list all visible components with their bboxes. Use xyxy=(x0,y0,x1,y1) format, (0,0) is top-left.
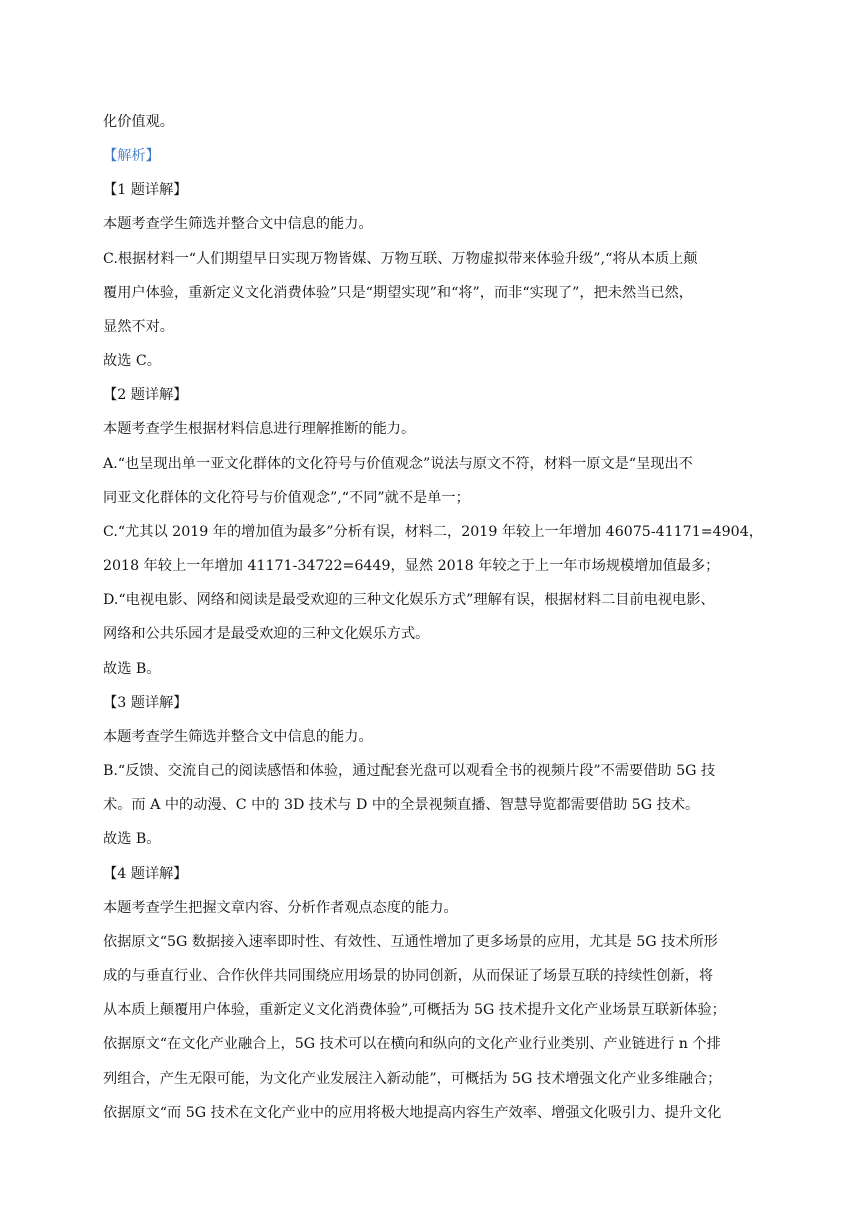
q4-body-line-2: 成的与垂直行业、合作伙伴共同围绕应用场景的协同创新，从而保证了场景互联的持续性创新，将 xyxy=(103,968,714,984)
q4-body-line-6: 依据原文“而 5G 技术在文化产业中的应用将极大地提高内容生产效率、增强文化吸引力、提升文化 xyxy=(103,1105,722,1121)
q1-body-line-1: C.根据材料一“人们期望早日实现万物皆媒、万物互联、万物虚拟带来体验升级”,“将从本质上颠 xyxy=(103,251,698,267)
q3-heading: 【3 题详解】 xyxy=(103,695,188,711)
q3-body-line-2: 术。而 A 中的动漫、C 中的 3D 技术与 D 中的全景视频直播、智慧导览都需要借助 5G 技术。 xyxy=(103,797,700,813)
q1-body-line-3: 显然不对。 xyxy=(103,319,174,335)
text-line-continuation: 化价值观。 xyxy=(103,114,174,130)
q4-heading: 【4 题详解】 xyxy=(103,866,188,882)
q2-heading: 【2 题详解】 xyxy=(103,387,188,403)
q4-body-line-4: 依据原文“在文化产业融合上，5G 技术可以在横向和纵向的文化产业行业类别、产业链进行 n 个排 xyxy=(103,1036,721,1052)
q1-intro: 本题考查学生筛选并整合文中信息的能力。 xyxy=(103,216,373,232)
q4-body-line-1: 依据原文“5G 数据接入速率即时性、有效性、互通性增加了更多场景的应用，尤其是 5G 技术所形 xyxy=(103,934,718,950)
q2-intro: 本题考查学生根据材料信息进行理解推断的能力。 xyxy=(103,421,416,437)
q2-option-c-line-1: C.“尤其以 2019 年的增加值为最多”分析有误，材料二，2019 年较上一年增加 46075-41171=4904， xyxy=(103,524,763,540)
q1-heading: 【1 题详解】 xyxy=(103,182,188,198)
q3-body-line-1: B.“反馈、交流自己的阅读感悟和体验，通过配套光盘可以观看全书的视频片段”不需要借助 5G 技 xyxy=(103,763,716,779)
q4-body-line-5: 列组合，产生无限可能，为文化产业发展注入新动能”，可概括为 5G 技术增强文化产业多维融合； xyxy=(103,1071,722,1087)
q2-option-d-line-1: D.“电视电影、网络和阅读是最受欢迎的三种文化娱乐方式”理解有误，根据材料二目前电视电影、 xyxy=(103,592,715,608)
q2-option-a-line-2: 同亚文化群体的文化符号与价值观念”,“不同”就不是单一； xyxy=(103,490,470,506)
q2-option-c-line-2: 2018 年较上一年增加 41171-34722=6449，显然 2018 年较之于上一年市场规模增加值最多； xyxy=(103,558,720,574)
q4-intro: 本题考查学生把握文章内容、分析作者观点态度的能力。 xyxy=(103,900,458,916)
q4-body-line-3: 从本质上颠覆用户体验，重新定义文化消费体验”,可概括为 5G 技术提升文化产业场景互联新体验； xyxy=(103,1002,726,1018)
q2-option-d-line-2: 网络和公共乐园才是最受欢迎的三种文化娱乐方式。 xyxy=(103,626,430,642)
analysis-heading: 【解析】 xyxy=(103,148,160,164)
q2-option-a-line-1: A.“也呈现出单一亚文化群体的文化符号与价值观念”说法与原文不符，材料一原文是“呈现出不 xyxy=(103,456,693,472)
q3-answer: 故选 B。 xyxy=(103,831,161,847)
q3-intro: 本题考查学生筛选并整合文中信息的能力。 xyxy=(103,729,373,745)
q2-answer: 故选 B。 xyxy=(103,661,161,677)
q1-answer: 故选 C。 xyxy=(103,353,161,369)
q1-body-line-2: 覆用户体验，重新定义文化消费体验”只是“期望实现”和“将”，而非“实现了”，把未然当已然， xyxy=(103,285,693,301)
